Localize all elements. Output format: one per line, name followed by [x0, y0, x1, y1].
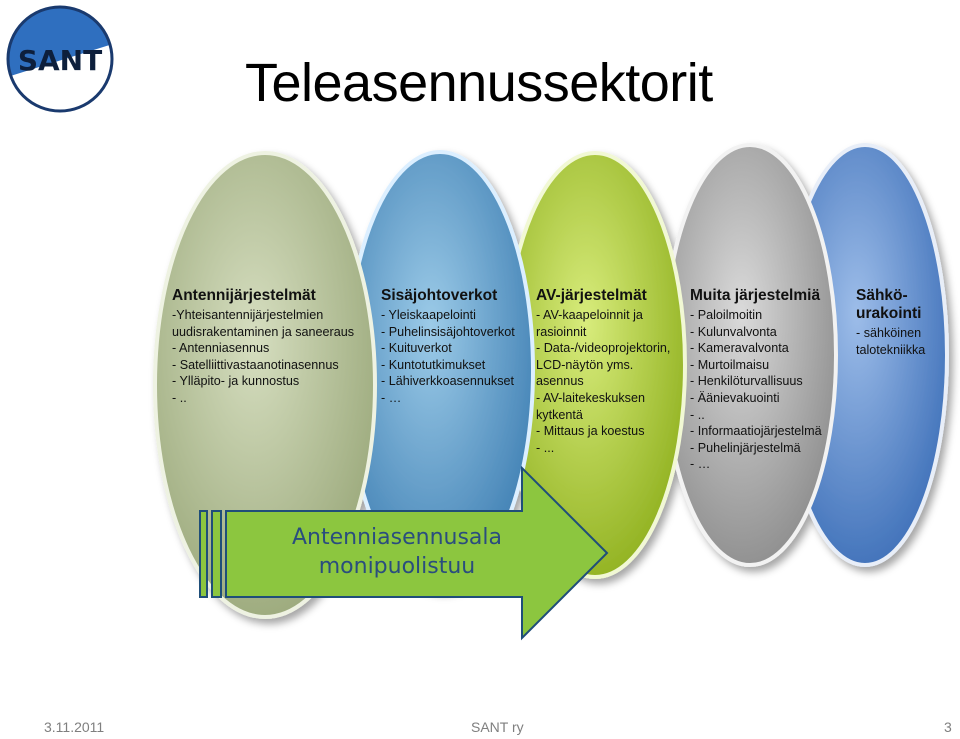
- sector-av: [536, 287, 670, 456]
- sector-item: - Ylläpito- ja kunnostus: [172, 374, 300, 389]
- sector-item: - Data-/videoprojektorin,: [536, 341, 671, 356]
- slide-title: Teleasennussektorit: [245, 53, 713, 113]
- sector-item: - Mittaus ja koestus: [536, 424, 645, 439]
- sector-heading: Muita järjestelmiä: [690, 287, 821, 304]
- sector-item: - Äänievakuointi: [690, 390, 780, 405]
- sector-item: kytkentä: [536, 407, 583, 422]
- sector-item: talotekniikka: [856, 342, 926, 357]
- sector-item: - sähköinen: [856, 326, 922, 340]
- sector-item: - AV-laitekeskuksen: [536, 390, 645, 405]
- sector-item: - Kulunvalvonta: [690, 324, 777, 339]
- sector-heading: Sisäjohtoverkot: [381, 287, 498, 304]
- sector-antenni: [172, 287, 354, 407]
- sector-item: - AV-kaapeloinnit ja: [536, 308, 643, 322]
- sector-item: rasioinnit: [536, 324, 587, 339]
- footer-org: SANT ry: [471, 719, 524, 735]
- sector-item: - Kuituverkot: [381, 341, 452, 356]
- sector-heading: AV-järjestelmät: [536, 287, 647, 304]
- sector-item: - Puhelinjärjestelmä: [690, 440, 801, 455]
- sector-item: - Lähiverkkoasennukset: [381, 374, 515, 389]
- sector-item: - Henkilöturvallisuus: [690, 374, 803, 389]
- sector-item: - ...: [536, 440, 555, 455]
- sector-item: - Satelliittivastaanotinasennus: [172, 357, 339, 372]
- sector-item: - …: [381, 390, 402, 405]
- sector-item: - Informaatiojärjestelmä: [690, 424, 822, 439]
- sector-item: asennus: [536, 374, 584, 389]
- sector-heading: Sähkö- urakointi: [856, 287, 922, 322]
- sector-item: LCD-näytön yms.: [536, 357, 634, 372]
- sector-item: - Murtoilmaisu: [690, 357, 770, 372]
- arrow-label-line1: Antenniasennusala: [292, 525, 502, 550]
- sector-item: - ..: [690, 407, 705, 422]
- footer-date: 3.11.2011: [44, 719, 105, 735]
- sector-item: - Antenniasennus: [172, 341, 270, 356]
- sector-sahko: [856, 287, 925, 358]
- sector-item: - …: [690, 457, 711, 472]
- sector-heading: Antennijärjestelmät: [172, 287, 316, 304]
- sector-item: - Yleiskaapelointi: [381, 308, 476, 322]
- sector-item: - Kuntotutkimukset: [381, 357, 486, 372]
- sector-item: - Puhelinsisäjohtoverkot: [381, 324, 515, 339]
- sector-item: - Kameravalvonta: [690, 341, 789, 356]
- sector-item: uudisrakentaminen ja saneeraus: [172, 324, 355, 339]
- sector-sisajohto: [381, 287, 515, 407]
- footer-page-number: 3: [944, 719, 952, 735]
- logo-text: SANT: [17, 44, 103, 77]
- sector-muita: [690, 287, 822, 473]
- sector-item: - ..: [172, 390, 187, 405]
- sector-item: - Paloilmoitin: [690, 308, 763, 322]
- arrow-label: [262, 523, 532, 581]
- sector-item: -Yhteisantennijärjestelmien: [172, 308, 324, 322]
- arrow-label-line2: monipuolistuu: [318, 554, 476, 579]
